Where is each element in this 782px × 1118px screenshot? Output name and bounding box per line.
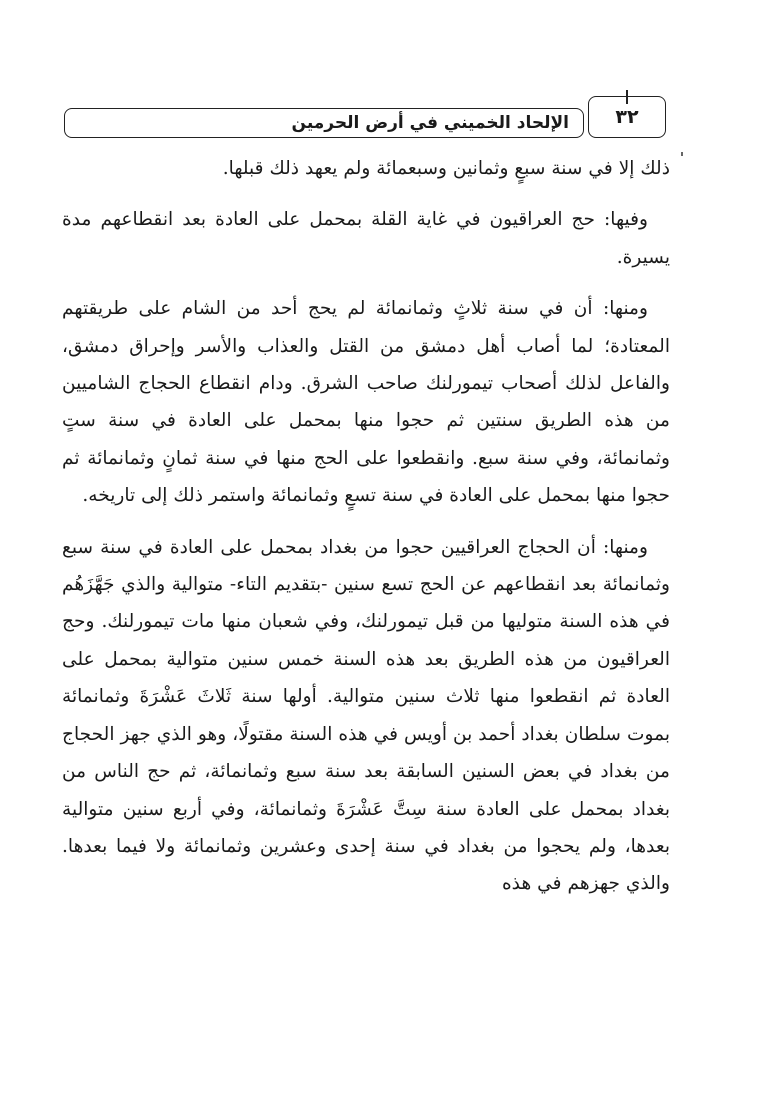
body-text <box>62 150 670 903</box>
paragraph: وفيها: حج العراقيون في غاية القلة بمحمل على العادة بعد انقطاعهم مدة يسيرة. <box>62 209 670 268</box>
page-number: ٣٢ <box>588 96 666 138</box>
print-speck <box>681 152 683 156</box>
paragraph: ذلك إلا في سنة سبعٍ وثمانين وسبعمائة ولم يعهد ذلك قبلها. <box>222 158 670 179</box>
running-title: الإلحاد الخميني في أرض الحرمين <box>64 108 584 138</box>
paragraph: ومنها: أن في سنة ثلاثٍ وثمانمائة لم يحج أحد من الشام على طريقتهم المعتادة؛ لما أصاب أهل دمشق من القتل والعذاب والأسر وإحراق دمشق، والفاعل لذلك أصحاب تيمورلنك صاحب الشرق. ودام انقطاع الحجاج الشاميين من هذه الطريق سنتين ثم حجوا منها بمحمل على العادة في سنة ستٍ وثمانمائة، وفي سنة سبع. وانقطعوا على الحج منها في سنة ثمانٍ وثمانمائة ثم حجوا منها بمحمل على العادة في سنة تسعٍ وثمانمائة واستمر ذلك إلى تاريخه. <box>62 298 670 507</box>
paragraph: ومنها: أن الحجاج العراقيين حجوا من بغداد بمحمل على العادة في سنة سبع وثمانمائة بعد انقطاعهم عن الحج تسع سنين -بتقديم التاء- متوالية والذي جَهَّزَهُم في هذه السنة متوليها من قبل تيمورلنك، وفي شعبان منها مات تيمورلنك. وحج العراقيون من هذه الطريق بعد هذه السنة خمس سنين متوالية بمحمل على العادة ثم انقطعوا منها ثلاث سنين متوالية. أولها سنة ثَلاثَ عَشْرَةَ وثمانمائة بموت سلطان بغداد أحمد بن أويس في هذه السنة مقتولًا، وهو الذي جهز الحجاج من بغداد في بعض السنين السابقة بعد سنة سبع وثمانمائة، ثم حج الناس من بغداد بمحمل على العادة سنة سِتَّ عَشْرَةَ وثمانمائة، وفي أربع سنين متوالية بعدها، ولم يحجوا من بغداد في سنة إحدى وعشرين وثمانمائة ولا فيما بعدها. والذي جهزهم في هذه <box>62 536 670 895</box>
page-header <box>64 96 666 140</box>
header-divider-mark <box>626 90 628 104</box>
